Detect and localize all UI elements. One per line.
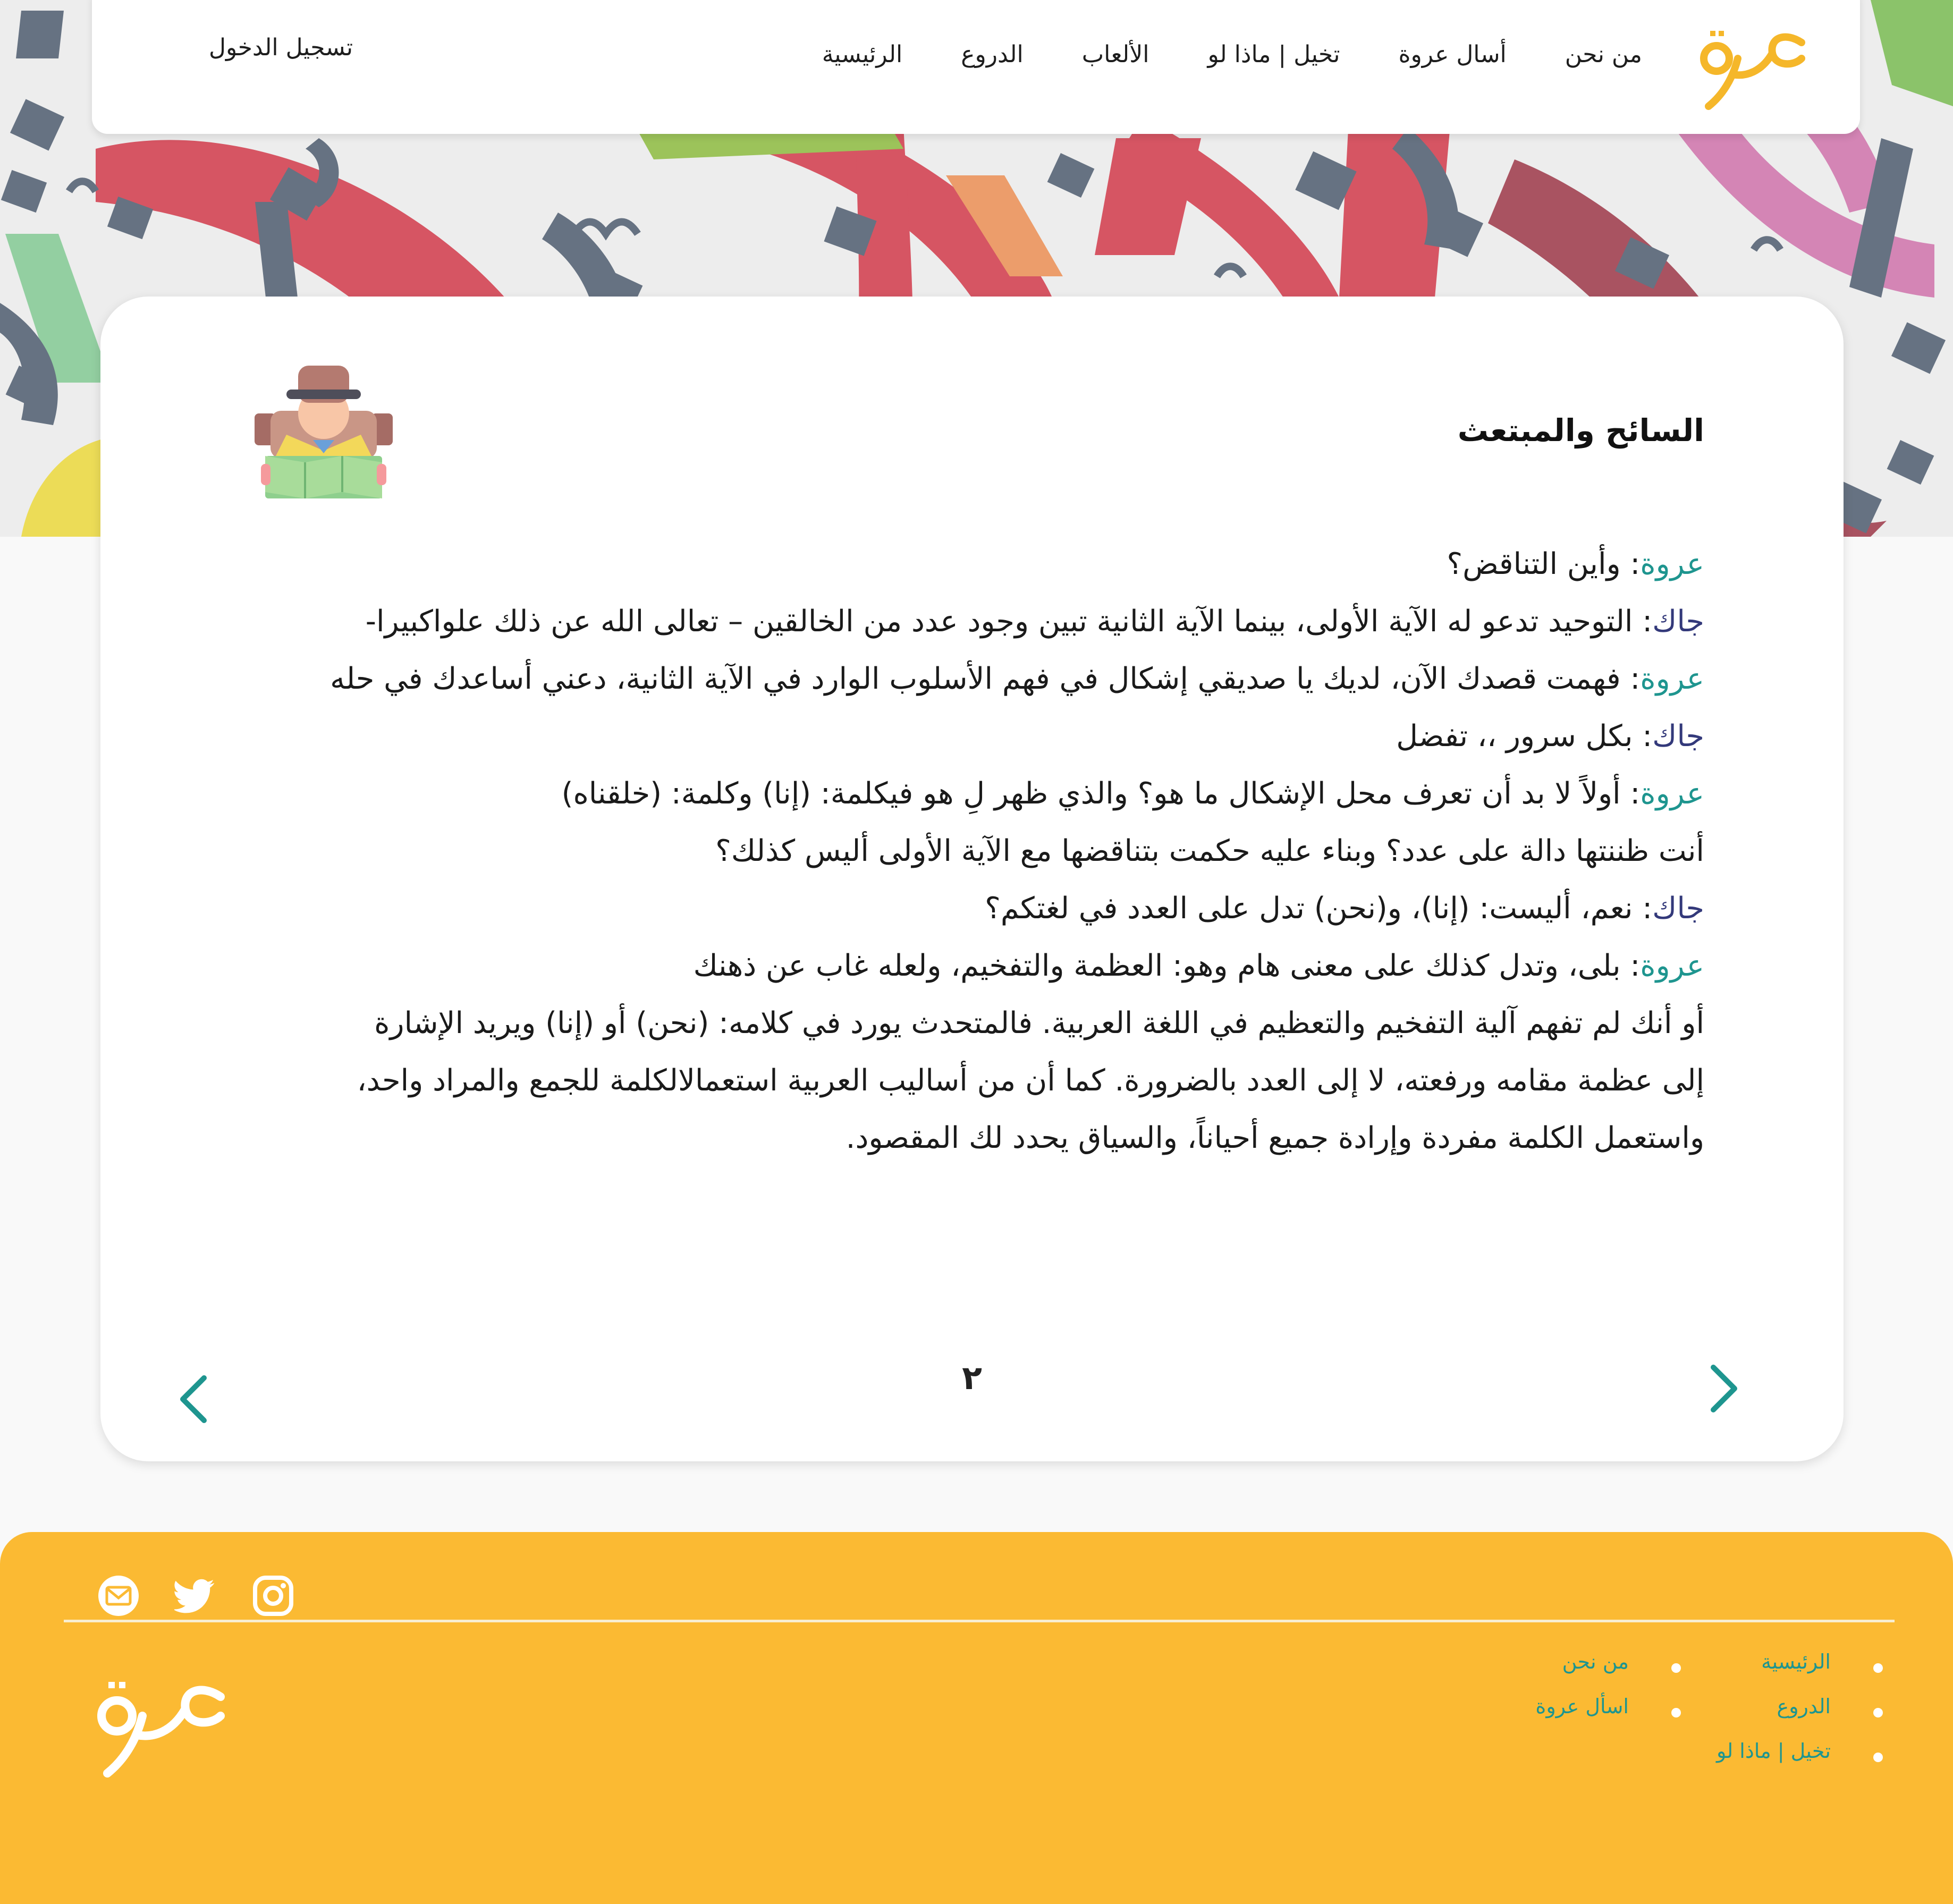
mail-icon[interactable]	[97, 1575, 140, 1617]
speaker-jack: جاك	[1652, 604, 1704, 639]
traveler-avatar-icon	[255, 350, 393, 504]
speaker-jack: جاك	[1652, 719, 1704, 754]
footer-column-2	[1535, 1650, 1682, 1739]
dialogue-line: جاك: بكل سرور ،، تفضل	[1396, 719, 1704, 754]
twitter-icon[interactable]	[174, 1575, 217, 1617]
nav-games[interactable]: الألعاب	[1081, 40, 1149, 68]
line-text: إلى عظمة مقامه ورفعته، لا إلى العدد بالضرورة. كما أن من أساليب العربية استعمالالكلمة للجمع والمراد واحد،	[357, 1063, 1704, 1098]
line-text: أو أنك لم تفهم آلية التفخيم والتعظيم في اللغة العربية. فالمتحدث يورد في كلامه: (نحن) أو (إنا) ويريد الإشارة	[374, 1006, 1704, 1040]
footer-brand-logo[interactable]	[90, 1670, 239, 1782]
dialogue-text	[163, 536, 1704, 1167]
previous-page-arrow-icon[interactable]	[170, 1370, 217, 1428]
dialogue-line: جاك: نعم، أليست: (إنا)، و(نحن) تدل على العدد في لغتكم؟	[985, 891, 1704, 926]
line-text: وأين التناقض؟	[1447, 547, 1621, 581]
nav-imagine[interactable]: تخيل | ماذا لو	[1207, 40, 1340, 68]
site-footer	[0, 1532, 1953, 1904]
dialogue-line: جاك: التوحيد تدعو له الآية الأولى، بينما الآية الثانية تبين وجود عدد من الخالقين – تعالى الله عن ذلك علواكبيرا-	[365, 604, 1704, 639]
footer-column-1	[1717, 1650, 1884, 1784]
top-navbar	[92, 0, 1860, 134]
dialogue-line	[163, 1110, 1704, 1167]
nav-home[interactable]: الرئيسية	[822, 40, 903, 68]
footer-link-imagine[interactable]: تخيل | ماذا لو	[1717, 1739, 1884, 1784]
footer-link-ask-orwa[interactable]: اسأل عروة	[1535, 1695, 1682, 1739]
login-link[interactable]: تسجيل الدخول	[209, 34, 353, 61]
line-text: فهمت قصدك الآن، لديك يا صديقي إشكال في فهم الأسلوب الوارد في الآية الثانية، دعني أساعدك في حله	[330, 662, 1621, 696]
nav-links	[822, 17, 1642, 91]
brand-logo[interactable]	[1695, 21, 1817, 112]
line-text: بكل سرور ،، تفضل	[1396, 719, 1633, 754]
story-card: السائح والمبتعث عروة: وأين التناقض؟ جاك: التوحيد تدعو له الآية الأولى، بينما الآية الثانية تبين وجود عدد من الخالقين – تعالى الله عن ذلك علواكبيرا- عروة: فهمت قصدك الآن، لديك يا صديقي إشكال في فهم الأسلوب الوارد في الآية الثانية، دعني أساعدك في حله جاك: بكل سرور ،، تفضل عروة: أولاً لا بد أن تعرف محل الإشكال ما هو؟ والذي ظهر لِ هو فيكلمة: (إنا) وكلمة: (خلقناه) أنت ظننتها دالة على عدد؟ وبناء عليه حكمت بتناقضها مع الآية الأولى أليس كذلك؟ جاك: نعم، أليست: (إنا)، و(نحن) تدل على العدد في لغتكم؟ عروة: بلى، وتدل كذلك على معنى هام وهو: العظمة والتفخيم، ولعله غاب عن ذهنك أو أنك لم تفهم آلية التفخيم والتعظيم في اللغة العربية. فالمتحدث يورد في كلامه: (نحن) أو (إنا) ويريد الإشارة إلى عظمة مقامه ورفعته، لا إلى العدد بالضرورة. كما أن من أساليب العربية استعمالالكلمة للجمع والمراد واحد، واستعمل الكلمة مفردة وإرادة جميع أحياناً، والسياق يحدد لك المقصود. ٢	[100, 297, 1844, 1461]
nav-ask-orwa[interactable]: أسال عروة	[1398, 40, 1507, 68]
next-page-arrow-icon[interactable]	[1700, 1359, 1748, 1418]
dialogue-line: عروة: أولاً لا بد أن تعرف محل الإشكال ما هو؟ والذي ظهر لِ هو فيكلمة: (إنا) وكلمة: (خلقناه)	[561, 776, 1704, 811]
dialogue-line	[163, 995, 1704, 1052]
dialogue-line	[163, 823, 1704, 880]
footer-link-lessons[interactable]: الدروع	[1717, 1695, 1884, 1739]
footer-link-home[interactable]: الرئيسية	[1717, 1650, 1884, 1695]
line-text: بلى، وتدل كذلك على معنى هام وهو: العظمة والتفخيم، ولعله غاب عن ذهنك	[693, 949, 1621, 983]
speaker-jack: جاك	[1652, 891, 1704, 926]
instagram-icon[interactable]	[252, 1575, 294, 1617]
line-text: التوحيد تدعو له الآية الأولى، بينما الآية الثانية تبين وجود عدد من الخالقين – تعالى الله عن ذلك علواكبيرا-	[365, 604, 1633, 639]
footer-link-about[interactable]: من نحن	[1535, 1650, 1682, 1695]
line-text: واستعمل الكلمة مفردة وإرادة جميع أحياناً، والسياق يحدد لك المقصود.	[846, 1121, 1704, 1155]
line-text: أولاً لا بد أن تعرف محل الإشكال ما هو؟ والذي ظهر لِ هو فيكلمة: (إنا) وكلمة: (خلقناه)	[561, 776, 1621, 811]
footer-divider	[64, 1620, 1895, 1622]
speaker-orwa: عروة	[1640, 547, 1704, 581]
line-text: أنت ظننتها دالة على عدد؟ وبناء عليه حكمت بتناقضها مع الآية الأولى أليس كذلك؟	[715, 834, 1704, 868]
nav-about[interactable]: من نحن	[1565, 40, 1642, 68]
speaker-orwa: عروة	[1640, 662, 1704, 696]
nav-lessons[interactable]: الدروع	[961, 40, 1024, 68]
dialogue-line	[163, 1052, 1704, 1110]
dialogue-line: عروة: وأين التناقض؟	[1447, 547, 1704, 581]
dialogue-line: عروة: بلى، وتدل كذلك على معنى هام وهو: العظمة والتفخيم، ولعله غاب عن ذهنك	[693, 949, 1704, 983]
speaker-orwa: عروة	[1640, 776, 1704, 811]
line-text: نعم، أليست: (إنا)، و(نحن) تدل على العدد في لغتكم؟	[985, 891, 1633, 926]
dialogue-line: عروة: فهمت قصدك الآن، لديك يا صديقي إشكال في فهم الأسلوب الوارد في الآية الثانية، دعني أساعدك في حله	[330, 662, 1704, 696]
speaker-orwa: عروة	[1640, 949, 1704, 983]
story-title: السائح والمبتعث	[1457, 412, 1704, 449]
